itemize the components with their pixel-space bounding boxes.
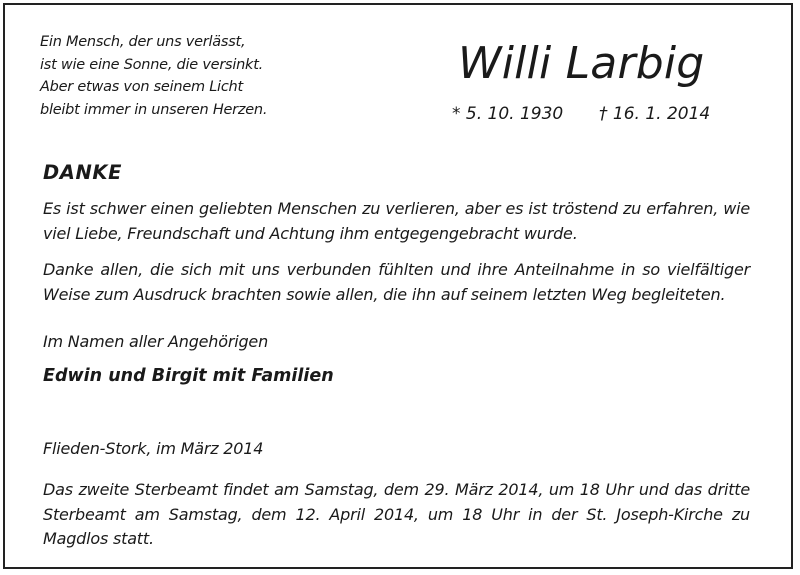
poem-line: ist wie eine Sonne, die versinkt. [40, 56, 263, 73]
thanks-heading: DANKE [43, 161, 123, 184]
thanks-paragraph-2: Danke allen, die sich mit uns verbunden fühlten und ihre Anteilnahme in so vielfältiger Weise zum Ausdruck brachten sowie allen, die ihn auf seinem letzten Weg begleiteten. [43, 260, 750, 304]
place-date: Flieden-Stork, im März 2014 [43, 439, 264, 458]
death-date: † 16. 1. 2014 [599, 104, 711, 124]
thanks-paragraph-1: Es ist schwer einen geliebten Menschen zu verlieren, aber es ist tröstend zu erfahren, wie viel Liebe, Freundschaft und Achtung ihm entgegengebracht wurde. [43, 199, 750, 243]
poem-line: bleibt immer in unseren Herzen. [40, 101, 268, 118]
signers: Edwin und Birgit mit Familien [43, 366, 334, 386]
poem-line: Ein Mensch, der uns verlässt, [40, 34, 246, 50]
birth-date: * 5. 10. 1930 [452, 104, 564, 124]
on-behalf-line: Im Namen aller Angehörigen [43, 332, 269, 351]
deceased-name: Willi Larbig [458, 38, 705, 89]
mass-notice: Das zweite Sterbeamt findet am Samstag, dem 29. März 2014, um 18 Uhr und das dritte Sterbeamt am Samstag, dem 12. April 2014, um 18 Uhr in der St. Joseph-Kirche zu Magdlos statt. [43, 480, 750, 548]
poem-line: Aber etwas von seinem Licht [40, 79, 243, 95]
memorial-poem [40, 31, 370, 121]
